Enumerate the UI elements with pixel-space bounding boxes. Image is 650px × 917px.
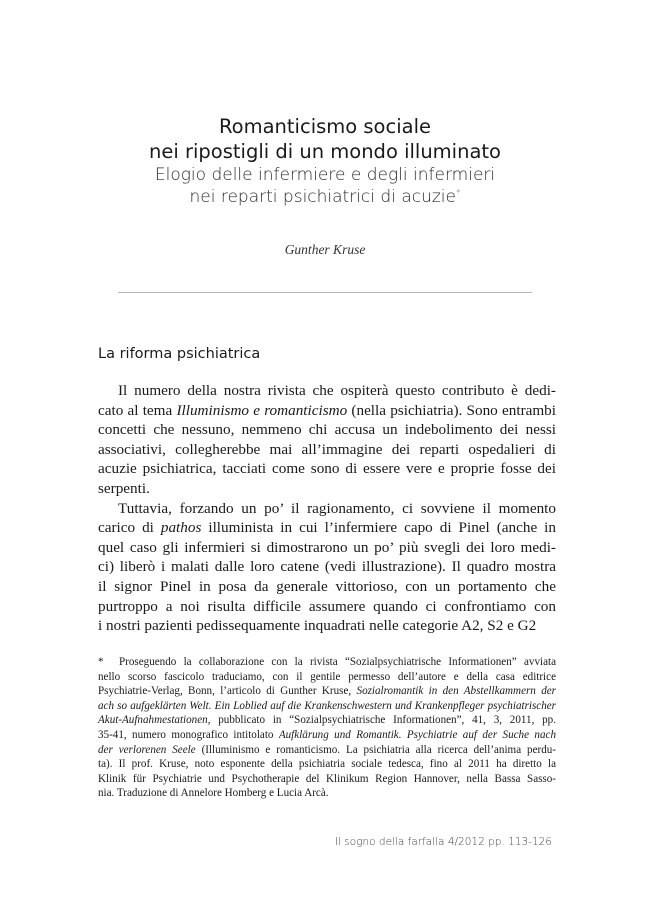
paragraph-1-line [98, 381, 556, 401]
subtitle-footnote-marker[interactable]: * [455, 188, 461, 199]
footnote-text: Klinik für Psychiatrie und Psychotherapie del Klinikum Region Hannover, nella Bassa Sasso- [98, 772, 556, 785]
paragraph-1-text: concetti che nessuno, nemmeno chi accusa un indebolimento dei nessi [98, 421, 556, 439]
footnote-line [98, 713, 556, 728]
paragraph-2-text: illuminista in cui l’infermiere capo di Pinel (anche in [201, 519, 556, 537]
paragraph-1-line [98, 479, 556, 499]
footnote-italic-text: der verlorenen Seele [98, 743, 196, 756]
footnote-text: nia. Traduzione di Annelore Homberg e Lucia Arcà. [98, 787, 329, 800]
footnote-line [98, 772, 556, 787]
paragraph-1-line [98, 420, 556, 440]
article-subtitle-line-2 [0, 186, 650, 208]
footnote-text: ta). Il prof. Kruse, noto esponente della psichiatria sociale tedesca, fino al 2011 ha diretto la [98, 758, 556, 771]
paragraph-1-text: associativi, collegherebbe mai all’immagine dei reparti ospedalieri di [98, 440, 556, 458]
footnote-text: (Illuminismo e romanticismo. La psichiatria alla ricerca dell’anima perdu- [195, 743, 556, 756]
footnote-text: 35-41, numero monografico intitolato [98, 728, 279, 741]
paragraph-2-line [98, 538, 556, 558]
footnote-line [98, 757, 556, 772]
footnote-line [98, 786, 556, 801]
footnote-italic-text: Sozialromantik in den Abstellkammern der [356, 685, 556, 698]
footnote-text: Proseguendo la collaborazione con la rivista “Sozialpsychiatrische Informationen” avviata [119, 656, 556, 668]
paragraph-2-text: i nostri pazienti pedissequamente inquadrati nelle categorie A2, S2 e G2 [98, 617, 537, 635]
paragraph-2-text: Tuttavia, forzando un po’ il ragionamento, ci sovviene il momento [118, 499, 556, 517]
paragraph-2-line [98, 518, 556, 538]
article-title-line-1: Romanticismo sociale [219, 115, 431, 138]
paragraph-2-line [98, 499, 556, 519]
footnote-line [98, 743, 556, 758]
paragraph-2-line [98, 577, 556, 597]
paragraph-2 [98, 499, 556, 636]
subtitle-line-2-text: nei reparti psichiatrici di acuzie [189, 187, 456, 207]
paragraph-1-italic-text: Illuminismo e romanticismo [176, 401, 348, 419]
footnote-line [98, 728, 556, 743]
footnote-text: , pubblicato in “Sozialpsychiatrische Informationen”, 41, 3, 2011, pp. [207, 714, 556, 727]
footnote-line [98, 655, 556, 670]
page-footer-citation: Il sogno della farfalla 4/2012 pp. 113-126 [334, 836, 552, 848]
footnote-text: Psychiatrie-Verlag, Bonn, l’articolo di Gunther Kruse, [98, 685, 357, 698]
article-subtitle-line-1: Elogio delle infermiere e degli infermieri [154, 165, 496, 185]
author-name: Gunther Kruse [284, 242, 366, 257]
footnote-italic-text: Akut-Aufnahmestationen [98, 714, 208, 727]
article-title-line-2: nei ripostigli di un mondo illuminato [149, 140, 501, 163]
paragraph-2-line [98, 616, 556, 636]
paragraph-2-text: ci) liberò i malati dalle loro catene (vedi illustrazione). Il quadro mostra [98, 558, 556, 576]
body-text [98, 381, 556, 636]
header-divider [118, 292, 532, 293]
paragraph-1 [98, 381, 556, 499]
footnote-line [98, 684, 556, 699]
paragraph-1-text: acuzie psichiatrica, tacciati come sono di essere vere e proprie fosse dei [98, 460, 556, 478]
paragraph-2-italic-text: pathos [160, 519, 202, 537]
paragraph-1-text: (nella psichiatria). Sono entrambi [347, 401, 556, 419]
paragraph-2-text: quel caso gli infermieri si dimostrarono un po’ più svegli dei loro medi- [98, 538, 556, 556]
section-heading: La riforma psichiatrica [98, 346, 261, 362]
footnote-text: nello scorso fascicolo traduciamo, con il gentile permesso dell’autore e della casa editrice [98, 670, 556, 683]
footnote-line [98, 670, 556, 685]
footnote-line [98, 699, 556, 714]
footnote-marker: * [98, 656, 104, 668]
paragraph-1-line [98, 440, 556, 460]
paragraph-1-line [98, 401, 556, 421]
paragraph-1-text: serpenti. [98, 479, 150, 497]
paragraph-1-line [98, 459, 556, 479]
paragraph-1-text: cato al tema [98, 401, 177, 419]
paragraph-2-text: carico di [98, 519, 161, 537]
paragraph-2-line [98, 597, 556, 617]
footnote [98, 655, 556, 801]
paragraph-2-line [98, 557, 556, 577]
paragraph-2-text: purtroppo a noi risulta difficile assumere quando ci confrontiamo con [98, 597, 556, 615]
paragraph-1-text: Il numero della nostra rivista che ospiterà questo contributo è dedi- [118, 382, 556, 399]
paragraph-2-text: il signor Pinel in posa da generale vittorioso, con un portamento che [98, 577, 556, 595]
footnote-italic-text: Aufklärung und Romantik. Psychiatrie auf der Suche nach [278, 728, 556, 741]
footnote-italic-text: ach so aufgeklärten Welt. Ein Loblied auf die Krankenschwestern und Krankenpfleger psychiatrischer [98, 699, 556, 712]
article-header [0, 114, 650, 208]
